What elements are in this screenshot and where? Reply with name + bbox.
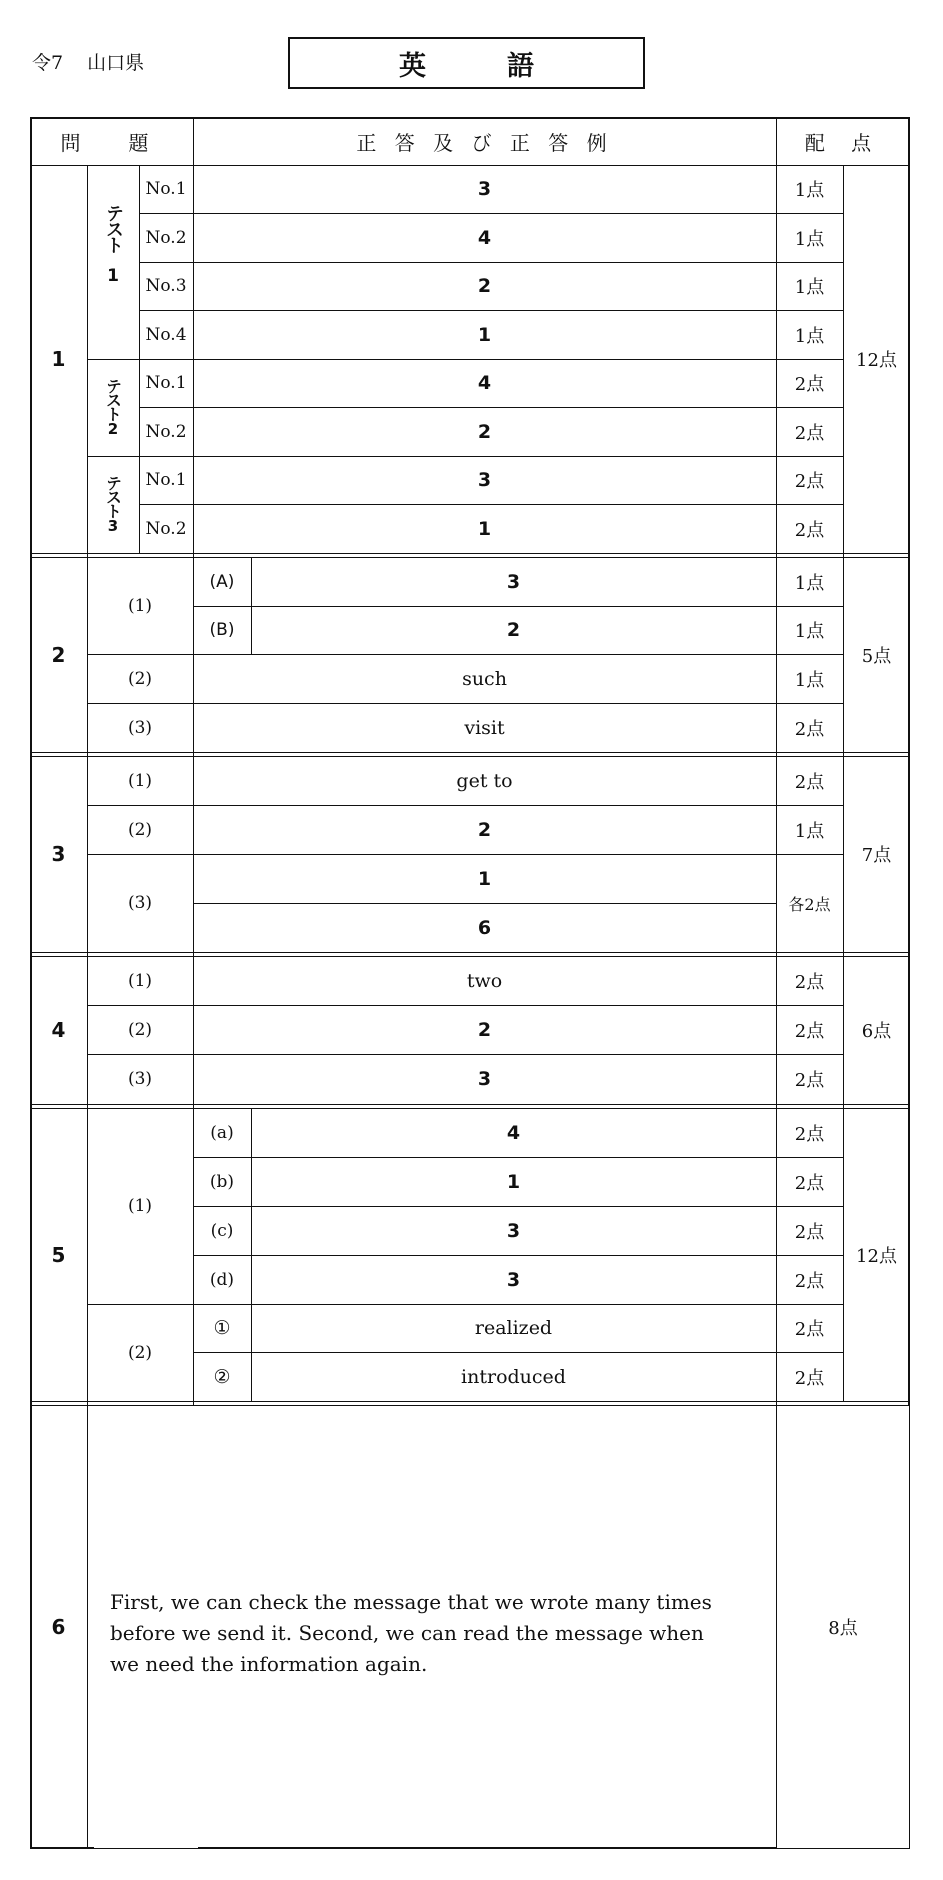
q1-row-4-sub: No.4 (145, 324, 187, 345)
q4-part-3-answer: 3 (477, 1068, 492, 1090)
q4-total-points: 6点 (861, 1021, 892, 1042)
q1-row-5-points: 2点 (794, 374, 825, 395)
q1-total-points: 12点 (856, 350, 897, 371)
q1-row-1-points: 1点 (794, 180, 825, 201)
q2-total-points: 5点 (861, 645, 892, 667)
q3-part-2: (2) (127, 819, 153, 840)
q1-row-7-answer: 3 (477, 469, 492, 491)
q5-d-points: 2点 (794, 1270, 825, 1292)
q5-d-answer: 3 (506, 1268, 521, 1291)
q6-points: 8点 (828, 1618, 858, 1639)
q1-row-1-answer: 3 (477, 178, 492, 200)
q3-part-1-answer: get to (456, 769, 513, 792)
q4-part-2: (2) (127, 1019, 153, 1040)
q2-part-3: (3) (127, 717, 153, 738)
question-2-number: 2 (51, 642, 66, 667)
q6-model-answer: First, we can check the message that we wrote many times before we send it. Second, we can read the message when we need the information again. (110, 1590, 712, 1676)
q3-part-1-points: 2点 (794, 771, 825, 793)
q3-part-2-answer: 2 (477, 818, 492, 841)
q5-c-points: 2点 (794, 1221, 825, 1243)
q2-b-answer: 2 (506, 619, 521, 641)
q5-d-label: (d) (209, 1269, 235, 1290)
q1-test1-label: テスト 1 (103, 204, 124, 286)
q1-row-2-sub: No.2 (145, 227, 187, 248)
q1-row-8-sub: No.2 (145, 518, 187, 539)
page-header (32, 48, 162, 75)
q5-circle-2-answer: introduced (461, 1365, 566, 1388)
q1-row-8-answer: 1 (477, 517, 492, 540)
q1-row-5-answer: 4 (477, 372, 492, 394)
subject-title-box (288, 37, 645, 89)
q5-b-points: 2点 (794, 1172, 825, 1194)
q1-row-4-points: 1点 (794, 325, 825, 347)
question-6-number: 6 (51, 1615, 66, 1639)
q5-part-2: (2) (127, 1342, 153, 1363)
q5-a-points: 2点 (794, 1123, 825, 1145)
q1-row-7-points: 2点 (794, 471, 825, 492)
q4-part-3: (3) (127, 1069, 153, 1089)
year-label: 令7 (32, 52, 64, 74)
q2-part-1: (1) (127, 595, 153, 616)
question-5-number: 5 (51, 1242, 66, 1267)
question-3-number: 3 (51, 842, 66, 866)
q4-part-2-answer: 2 (477, 1018, 492, 1041)
q1-row-4-answer: 1 (477, 323, 492, 346)
q1-row-7-sub: No.1 (145, 470, 187, 490)
q5-c-answer: 3 (506, 1219, 521, 1242)
q1-row-2-answer: 4 (477, 226, 492, 249)
q5-circle-2-label: ② (213, 1365, 231, 1388)
q1-test3-label: テスト 3 (103, 474, 123, 535)
q3-part-3-points: 各2点 (788, 894, 831, 914)
q3-part-3-answer-b: 6 (477, 916, 492, 939)
question-4-number: 4 (51, 1018, 66, 1042)
q2-b-label: (B) (209, 620, 235, 640)
subject-title: 英 語 (399, 50, 534, 82)
column-header-points: 配 点 (804, 130, 882, 155)
q2-part-2-points: 1点 (794, 669, 825, 691)
q4-part-2-points: 2点 (794, 1020, 825, 1042)
q5-total-points: 12点 (856, 1245, 897, 1267)
q5-circle-1-points: 2点 (794, 1319, 825, 1340)
q1-row-2-points: 1点 (794, 228, 825, 250)
q1-row-6-points: 2点 (794, 422, 825, 444)
q3-total-points: 7点 (861, 845, 892, 866)
q3-part-1: (1) (127, 770, 153, 791)
q1-row-3-sub: No.3 (145, 276, 187, 296)
q1-row-3-answer: 2 (477, 275, 492, 297)
q5-a-answer: 4 (506, 1121, 521, 1144)
q5-c-label: (c) (210, 1220, 234, 1241)
q3-part-3-answer-a: 1 (477, 867, 492, 890)
q1-row-6-answer: 2 (477, 420, 492, 443)
q2-a-points: 1点 (794, 572, 825, 594)
q2-part-2-answer: such (462, 667, 507, 690)
q2-a-label: (A) (209, 571, 235, 592)
q5-part-1: (1) (127, 1196, 153, 1216)
q3-part-2-points: 1点 (794, 820, 825, 842)
q2-a-answer: 3 (506, 570, 521, 593)
q2-part-3-answer: visit (464, 716, 505, 739)
q1-row-5-sub: No.1 (145, 373, 187, 393)
q5-a-label: (a) (210, 1122, 234, 1143)
q2-b-points: 1点 (794, 621, 825, 642)
q1-row-3-points: 1点 (794, 277, 825, 298)
q4-part-1-answer: two (466, 969, 503, 992)
q1-row-1-sub: No.1 (145, 179, 187, 199)
q5-circle-1-label: ① (213, 1317, 231, 1339)
q2-part-3-points: 2点 (794, 718, 825, 740)
q5-circle-2-points: 2点 (794, 1367, 825, 1389)
prefecture-label: 山口県 (87, 52, 145, 74)
q2-part-2: (2) (127, 668, 153, 689)
q3-part-3: (3) (127, 893, 153, 913)
question-1-number: 1 (51, 347, 66, 371)
column-header-answer: 正 答 及 び 正 答 例 (356, 130, 613, 155)
q1-row-6-sub: No.2 (145, 421, 187, 442)
column-header-question: 問 題 (60, 130, 163, 155)
q5-circle-1-answer: realized (474, 1317, 553, 1339)
q4-part-3-points: 2点 (794, 1070, 825, 1091)
q4-part-1-points: 2点 (794, 971, 825, 993)
q5-b-answer: 1 (506, 1170, 521, 1193)
q4-part-1: (1) (127, 970, 153, 991)
q5-b-label: (b) (209, 1171, 235, 1192)
q1-row-8-points: 2点 (794, 519, 825, 541)
q1-test2-label: テスト 2 (103, 377, 123, 438)
